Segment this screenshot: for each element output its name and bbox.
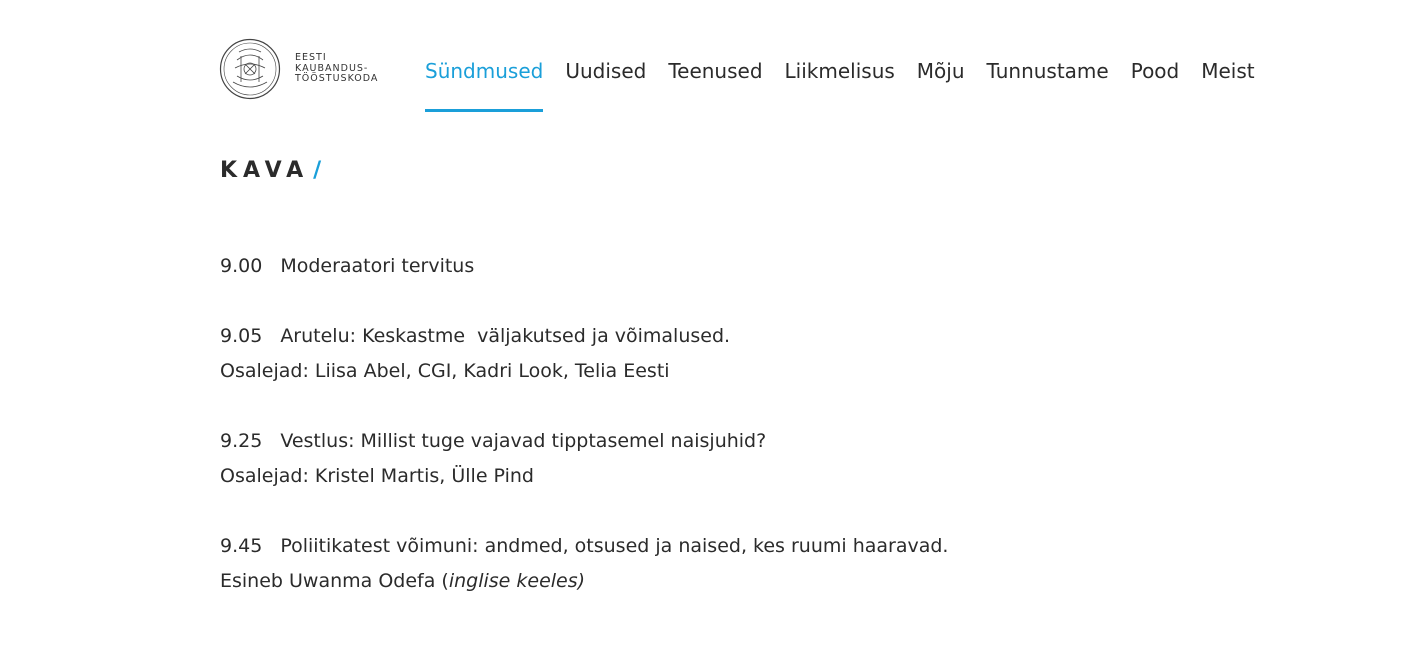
site-header — [219, 38, 1259, 113]
schedule-item-heading — [220, 424, 948, 459]
schedule-item-heading — [220, 529, 948, 564]
schedule-item-heading — [220, 249, 948, 284]
schedule-time: 9.00 — [220, 255, 263, 277]
nav-item-pood[interactable]: Pood — [1130, 59, 1180, 83]
chamber-seal-icon — [219, 38, 281, 100]
section-title — [220, 158, 321, 183]
logo-line-1: EESTI — [295, 52, 327, 64]
schedule-item — [220, 249, 948, 284]
schedule-item — [220, 529, 948, 599]
nav-item-tunnustame[interactable]: Tunnustame — [986, 59, 1109, 83]
schedule-title: Arutelu: Keskastme väljakutsed ja võimalused. — [280, 325, 731, 347]
logo-line-2: KAUBANDUS- — [295, 62, 369, 74]
schedule-title: Moderaatori tervitus — [280, 255, 475, 277]
schedule-detail: Osalejad: Kristel Martis, Ülle Pind — [220, 465, 534, 487]
main-nav — [425, 56, 1255, 112]
nav-item-sundmused[interactable]: Sündmused — [425, 56, 543, 112]
schedule-title: Vestlus: Millist tuge vajavad tipptasemel naisjuhid? — [280, 430, 767, 452]
nav-item-teenused[interactable]: Teenused — [668, 59, 763, 83]
schedule-item — [220, 319, 948, 389]
logo-line-3: TÖÖSTUSKODA — [295, 73, 379, 85]
site-logo[interactable] — [219, 38, 378, 100]
nav-item-meist[interactable]: Meist — [1201, 59, 1255, 83]
schedule-item-heading — [220, 319, 948, 354]
schedule-detail-text: Esineb Uwanma Odefa ( — [220, 570, 449, 592]
schedule-item — [220, 424, 948, 494]
schedule-time: 9.45 — [220, 535, 263, 557]
nav-item-uudised[interactable]: Uudised — [565, 59, 647, 83]
section-title-text: KAVA — [220, 158, 310, 183]
nav-item-liikmelisus[interactable]: Liikmelisus — [784, 59, 895, 83]
schedule-detail-language: inglise keeles) — [448, 570, 586, 592]
schedule-detail — [220, 564, 948, 599]
section-title-slash: / — [313, 158, 322, 183]
schedule-detail: Osalejad: Liisa Abel, CGI, Kadri Look, Telia Eesti — [220, 360, 670, 382]
schedule-time: 9.05 — [220, 325, 263, 347]
schedule-title: Poliitikatest võimuni: andmed, otsused ja naised, kes ruumi haaravad. — [280, 535, 949, 557]
schedule-time: 9.25 — [220, 430, 263, 452]
nav-item-moju[interactable]: Mõju — [916, 59, 965, 83]
logo-text — [295, 53, 378, 85]
schedule — [220, 249, 948, 634]
